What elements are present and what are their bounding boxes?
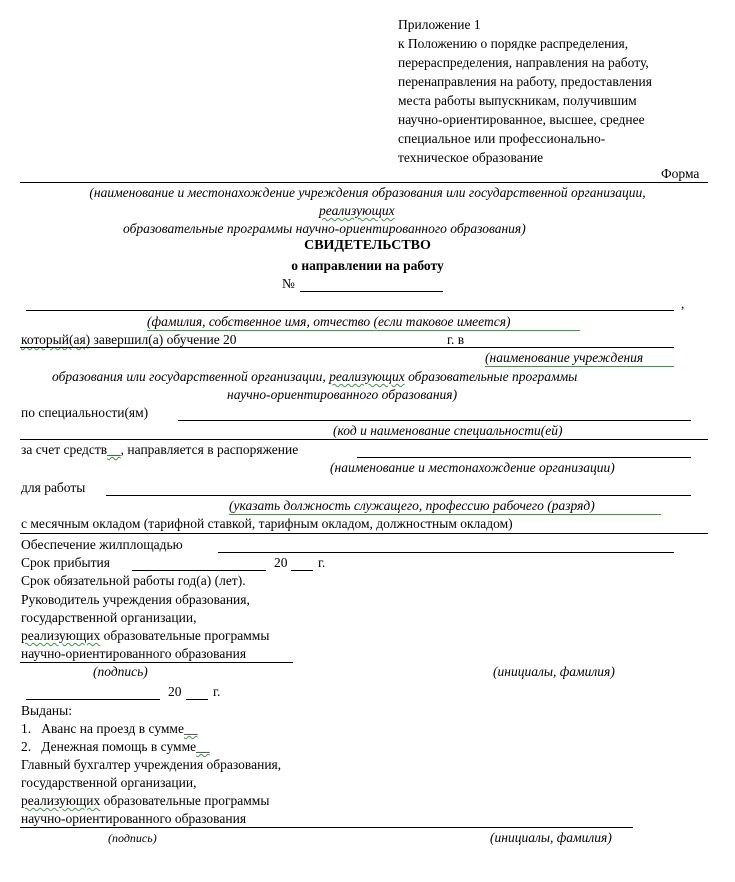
arrival-label: Срок прибытия	[21, 555, 110, 570]
funds-line: за счет средств__, направляется в распоряжение	[21, 442, 299, 457]
work-label: для работы	[21, 480, 86, 495]
appendix-line: научно-ориентированное, высшее, среднее	[398, 112, 645, 127]
appendix-title: Приложение 1	[398, 17, 481, 32]
head-signature-caption: (подпись)	[93, 664, 148, 679]
institution-caption-word: реализующих	[319, 203, 395, 218]
issued-item-2: 2. Денежная помощь в сумме__	[21, 739, 210, 754]
head-title-line: научно-ориентированного образования	[21, 646, 247, 661]
head-title-line: Руководитель учреждения образования,	[21, 592, 250, 607]
arrival-year: 20	[274, 555, 288, 570]
finished-line-rule	[20, 347, 674, 348]
appendix-line: специальное или профессионально-	[398, 131, 606, 146]
number-label: №	[282, 276, 295, 291]
appendix-line: перераспределения, направления на работу,	[398, 55, 649, 70]
institution-caption: (наименование и местонахождение учреждения образования или государственной организации,	[89, 185, 646, 200]
institution2-caption: (наименование учреждения	[485, 350, 644, 365]
appendix-line: к Положению о порядке распределения,	[398, 36, 629, 51]
appendix-line: техническое образование	[398, 150, 544, 165]
head-title-line: государственной организации,	[21, 610, 197, 625]
institution-line	[20, 182, 708, 183]
position-caption: (указать должность служащего, профессию рабочего (разряд)	[229, 498, 595, 513]
accountant-title-line: государственной организации,	[21, 775, 197, 790]
institution2-caption: образования или государственной организации, реализующих образовательные программы	[52, 369, 578, 384]
accountant-title-line: научно-ориентированного образования	[21, 811, 247, 826]
sign-date-suffix: г.	[213, 684, 221, 699]
fullname-field	[26, 310, 674, 311]
appendix-line: перенаправления на работу, предоставления	[398, 74, 652, 89]
form-label: Форма	[661, 166, 700, 181]
institution2-caption-underline	[485, 366, 674, 367]
accountant-title-line: реализующих образовательные программы	[21, 793, 270, 808]
mandatory-term-text: Срок обязательной работы год(а) (лет).	[21, 573, 246, 588]
arrival-date-field	[132, 570, 266, 571]
fullname-comma: ,	[681, 296, 685, 311]
fullname-caption-underline	[147, 330, 580, 331]
accountant-signature-rule	[20, 827, 633, 828]
head-signature-rule	[20, 662, 293, 663]
housing-label: Обеспечение жилплощадью	[21, 537, 183, 552]
organization-caption: (наименование и местонахождение организации)	[330, 460, 615, 475]
specialty-field	[178, 420, 691, 421]
accountant-signature-caption: (подпись)	[108, 831, 157, 845]
finished-suffix: г. в	[447, 332, 465, 347]
accountant-initials-caption: (инициалы, фамилия)	[490, 830, 612, 845]
position-caption-underline	[229, 514, 661, 515]
issued-item-1: 1. Аванс на проезд в сумме__	[21, 721, 198, 736]
number-field	[300, 291, 443, 292]
salary-text: с месячным окладом (тарифной ставкой, тарифным окладом, должностным окладом)	[21, 516, 513, 531]
finished-line: который(ая) завершил(а) обучение 20	[21, 332, 237, 347]
housing-field	[218, 552, 674, 553]
specialty-label: по специальности(ям)	[21, 405, 149, 420]
arrival-year-field	[291, 570, 313, 571]
institution2-caption: научно-ориентированного образования)	[227, 387, 458, 402]
sign-date-year: 20	[168, 684, 182, 699]
salary-rule	[20, 533, 708, 534]
document-title: СВИДЕТЕЛЬСТВО	[304, 238, 431, 253]
sign-date-field	[26, 699, 160, 700]
accountant-title-line: Главный бухгалтер учреждения образования,	[21, 757, 282, 772]
sign-date-year-field	[186, 699, 208, 700]
specialty-caption: (код и наименование специальности(ей)	[333, 423, 563, 438]
issued-label: Выданы:	[21, 703, 72, 718]
head-initials-caption: (инициалы, фамилия)	[493, 664, 615, 679]
specialty-rule	[20, 439, 708, 440]
organization-field	[357, 457, 691, 458]
position-field	[106, 495, 691, 496]
institution-caption: образовательные программы научно-ориентированного образования)	[123, 221, 526, 236]
document-subtitle: о направлении на работу	[291, 258, 444, 273]
appendix-line: места работы выпускникам, получившим	[398, 93, 637, 108]
arrival-suffix: г.	[318, 555, 326, 570]
head-title-line: реализующих образовательные программы	[21, 628, 270, 643]
fullname-caption: (фамилия, собственное имя, отчество (если таковое имеется)	[147, 314, 511, 329]
